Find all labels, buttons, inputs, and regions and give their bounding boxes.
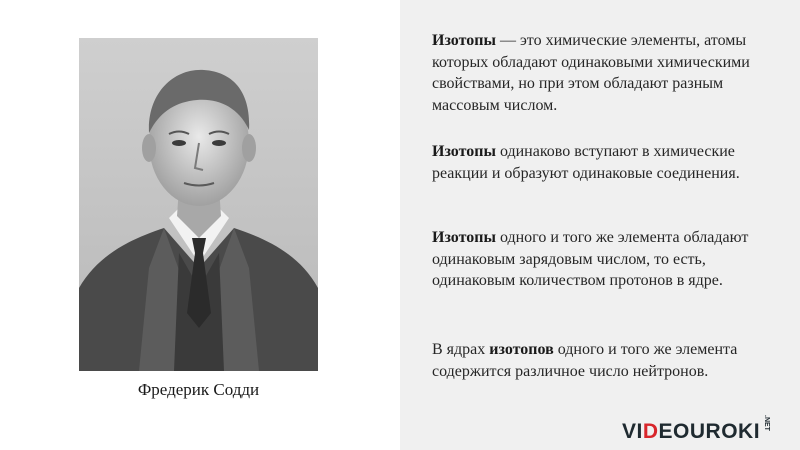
charge-paragraph — [432, 227, 782, 292]
term-bold: изотопов — [489, 341, 554, 358]
reactions-paragraph — [432, 141, 782, 184]
term-bold: Изотопы — [432, 229, 496, 246]
portrait-caption: Фредерик Содди — [137, 380, 260, 399]
term-bold: Изотопы — [432, 143, 496, 160]
term-bold: Изотопы — [432, 32, 496, 49]
logo-text-part2: EOUROKI — [658, 420, 761, 443]
paragraph-prefix: В ядрах — [432, 341, 490, 358]
logo-tld: .NET — [763, 415, 771, 431]
videouroki-logo — [622, 415, 776, 450]
logo-text-accent: D — [642, 420, 659, 443]
portrait-photo — [79, 38, 318, 371]
paragraph-text: — это химические элементы, атомы которых обладают одинаковыми химическими свойствами, но при этом обладают разным массовым числом. — [432, 32, 750, 114]
neutrons-paragraph — [432, 339, 782, 382]
paragraph-text: одного и того же элемента обладают одинаковым зарядовым числом, то есть, одинаковым количеством протонов в ядре. — [432, 229, 749, 289]
paragraph-text: одинаково вступают в химические реакции и образуют одинаковые соединения. — [432, 143, 740, 182]
logo-text-part1: VI — [622, 420, 643, 443]
definition-paragraph — [432, 30, 782, 116]
paragraph-text: одного и того же элемента содержится различное число нейтронов. — [432, 341, 738, 380]
